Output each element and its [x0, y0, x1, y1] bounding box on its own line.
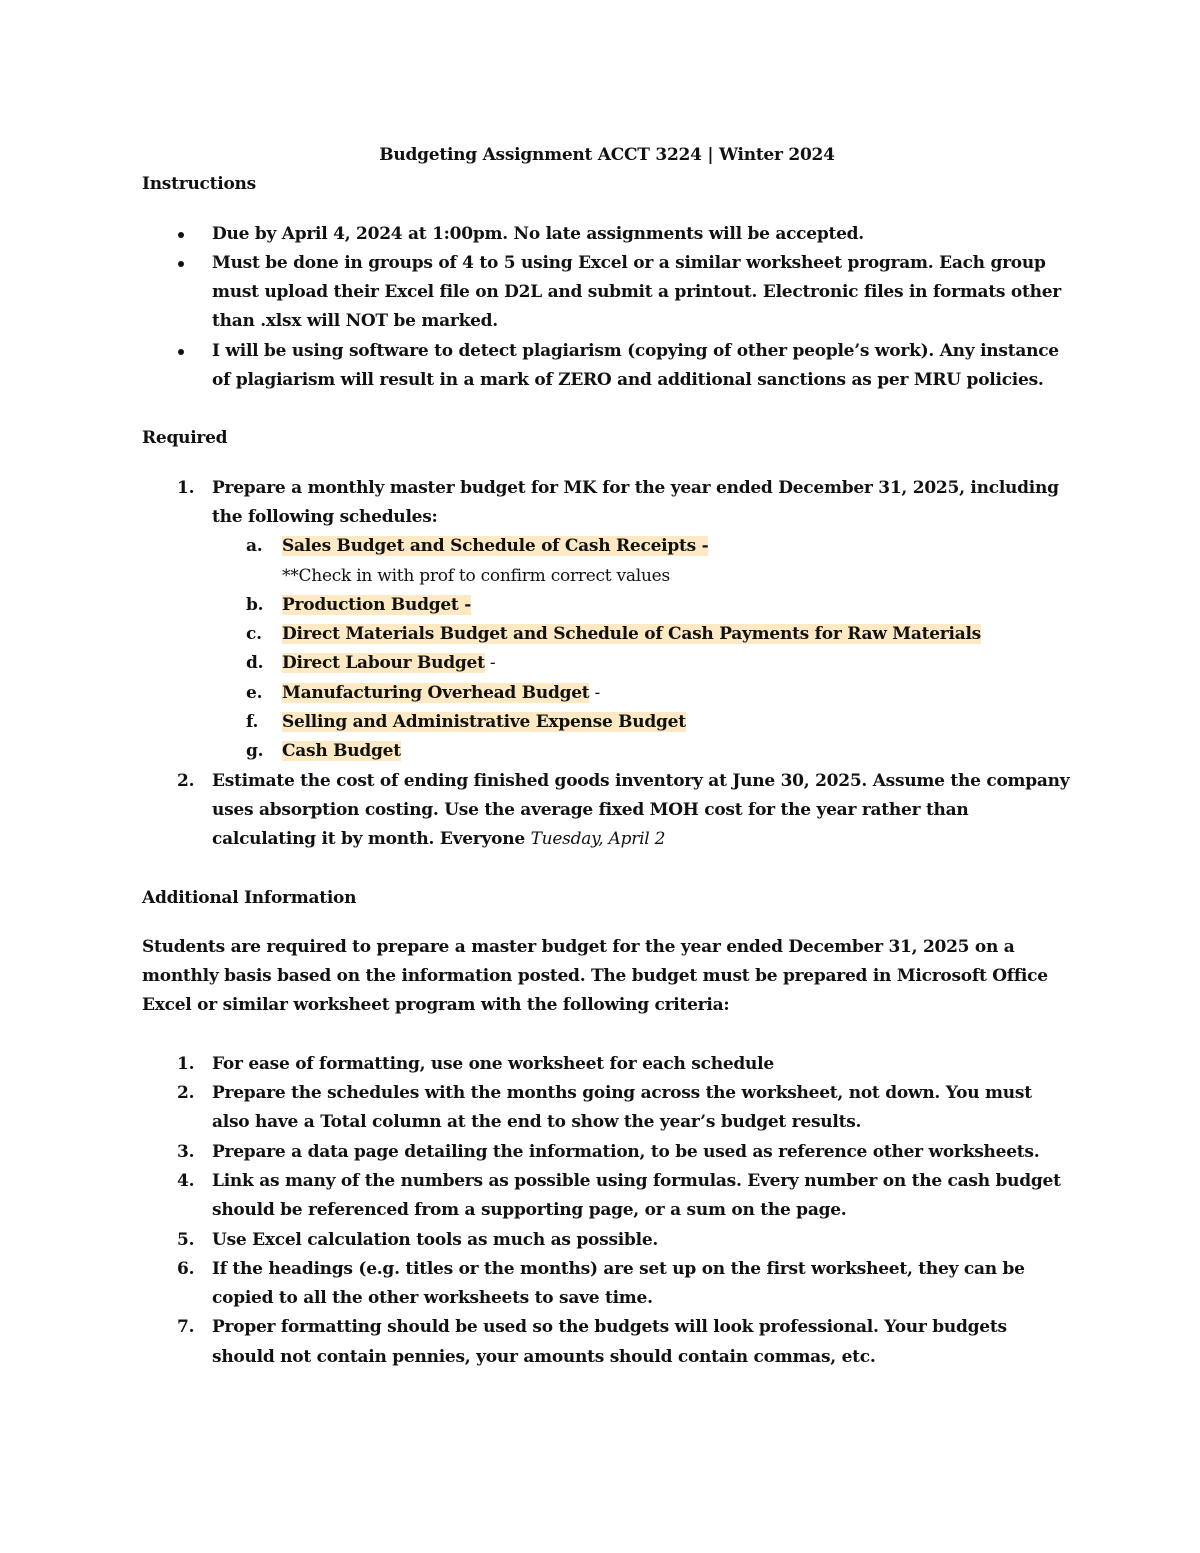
- instructions-heading: Instructions: [142, 174, 256, 195]
- schedule-suffix: -: [589, 682, 601, 703]
- list-marker: a.: [246, 536, 263, 557]
- instructions-list: [142, 220, 1072, 396]
- list-item: [212, 649, 1072, 678]
- list-marker: b.: [246, 594, 264, 615]
- schedule-text: Cash Budget: [282, 741, 401, 762]
- required-item-text: Prepare a monthly master budget for MK for the year ended December 31, 2025, including the following schedules:: [212, 477, 1059, 527]
- bullet-icon: [178, 232, 184, 238]
- list-item: [212, 708, 1072, 737]
- list-item: [212, 737, 1072, 766]
- bullet-icon: [178, 261, 184, 267]
- list-item: [212, 591, 1072, 620]
- criteria-text: For ease of formatting, use one worksheet for each schedule: [212, 1053, 774, 1074]
- criteria-text: Prepare the schedules with the months going across the worksheet, not down. You must also have a Total column at the end to show the year’s budget results.: [212, 1083, 1032, 1133]
- list-marker: c.: [246, 624, 262, 645]
- list-marker: 7.: [177, 1317, 195, 1338]
- list-marker: f.: [246, 712, 259, 733]
- schedule-text: Direct Materials Budget and Schedule of Cash Payments for Raw Materials: [282, 624, 981, 645]
- document-body: [142, 141, 1072, 1372]
- criteria-text: Use Excel calculation tools as much as possible.: [212, 1229, 659, 1250]
- list-item: [212, 532, 1072, 591]
- list-item: [212, 620, 1072, 649]
- list-item: [142, 1255, 1072, 1314]
- list-marker: 6.: [177, 1258, 195, 1279]
- instruction-text: I will be using software to detect plagiarism (copying of other people’s work). Any instance of plagiarism will result in a mark of ZERO and additional sanctions as per MRU policies.: [212, 340, 1059, 391]
- list-item: [142, 474, 1072, 767]
- criteria-text: Link as many of the numbers as possible using formulas. Every number on the cash budget should be referenced from a supporting page, or a sum on the page.: [212, 1170, 1061, 1221]
- list-item: [142, 767, 1072, 855]
- list-item: [142, 1167, 1072, 1226]
- additional-paragraph: Students are required to prepare a master budget for the year ended December 31, 2025 on a monthly basis based on the information posted. The budget must be prepared in Microsoft Office Excel or similar worksheet program with the following criteria:: [142, 936, 1048, 1016]
- list-marker: 1.: [177, 477, 195, 498]
- criteria-text: Proper formatting should be used so the budgets will look professional. Your budgets should not contain pennies, your amounts should contain commas, etc.: [212, 1317, 1007, 1367]
- list-marker: e.: [246, 682, 263, 703]
- bullet-icon: [178, 349, 184, 355]
- instruction-text: Due by April 4, 2024 at 1:00pm. No late assignments will be accepted.: [212, 223, 864, 244]
- required-heading: Required: [142, 428, 228, 449]
- required-item-note: Tuesday, April 2: [530, 829, 666, 850]
- document-title: Budgeting Assignment ACCT 3224 | Winter 2024: [379, 145, 835, 165]
- schedule-text: Direct Labour Budget: [282, 653, 485, 674]
- list-marker: 2.: [177, 770, 195, 791]
- criteria-list: [142, 1050, 1072, 1372]
- required-list: [142, 474, 1072, 855]
- list-marker: 5.: [177, 1229, 195, 1250]
- list-marker: 1.: [177, 1053, 195, 1074]
- criteria-text: If the headings (e.g. titles or the months) are set up on the first worksheet, they can be copied to all the other worksheets to save time.: [212, 1258, 1025, 1309]
- required-item-text: Estimate the cost of ending finished goods inventory at June 30, 2025. Assume the company uses absorption costing. Use the average fixed MOH cost for the year rather than calculating it by month. Everyone: [212, 770, 1070, 850]
- list-item: [142, 1313, 1072, 1372]
- schedule-text: Production Budget -: [282, 594, 471, 615]
- schedule-text: Sales Budget and Schedule of Cash Receipts -: [282, 536, 709, 557]
- list-item: [142, 220, 1072, 249]
- list-item: [142, 337, 1072, 396]
- list-marker: g.: [246, 741, 264, 762]
- list-marker: 4.: [177, 1170, 195, 1191]
- schedule-note: **Check in with prof to confirm correct values: [282, 565, 670, 586]
- list-item: [142, 1050, 1072, 1079]
- criteria-text: Prepare a data page detailing the information, to be used as reference other worksheets.: [212, 1141, 1040, 1162]
- list-item: [212, 679, 1072, 708]
- list-item: [142, 1079, 1072, 1138]
- list-item: [142, 1226, 1072, 1255]
- list-item: [142, 1138, 1072, 1167]
- schedule-text: Selling and Administrative Expense Budget: [282, 712, 686, 733]
- additional-heading: Additional Information: [142, 887, 357, 908]
- list-item: [142, 249, 1072, 337]
- list-marker: 2.: [177, 1083, 195, 1104]
- schedule-list: [212, 532, 1072, 766]
- schedule-suffix: -: [484, 653, 496, 674]
- list-marker: 3.: [177, 1141, 195, 1162]
- list-marker: d.: [246, 653, 264, 674]
- instruction-text: Must be done in groups of 4 to 5 using Excel or a similar worksheet program. Each group must upload their Excel file on D2L and submit a printout. Electronic files in formats other than .xlsx will NOT be marked.: [212, 252, 1061, 332]
- schedule-text: Manufacturing Overhead Budget: [282, 682, 590, 703]
